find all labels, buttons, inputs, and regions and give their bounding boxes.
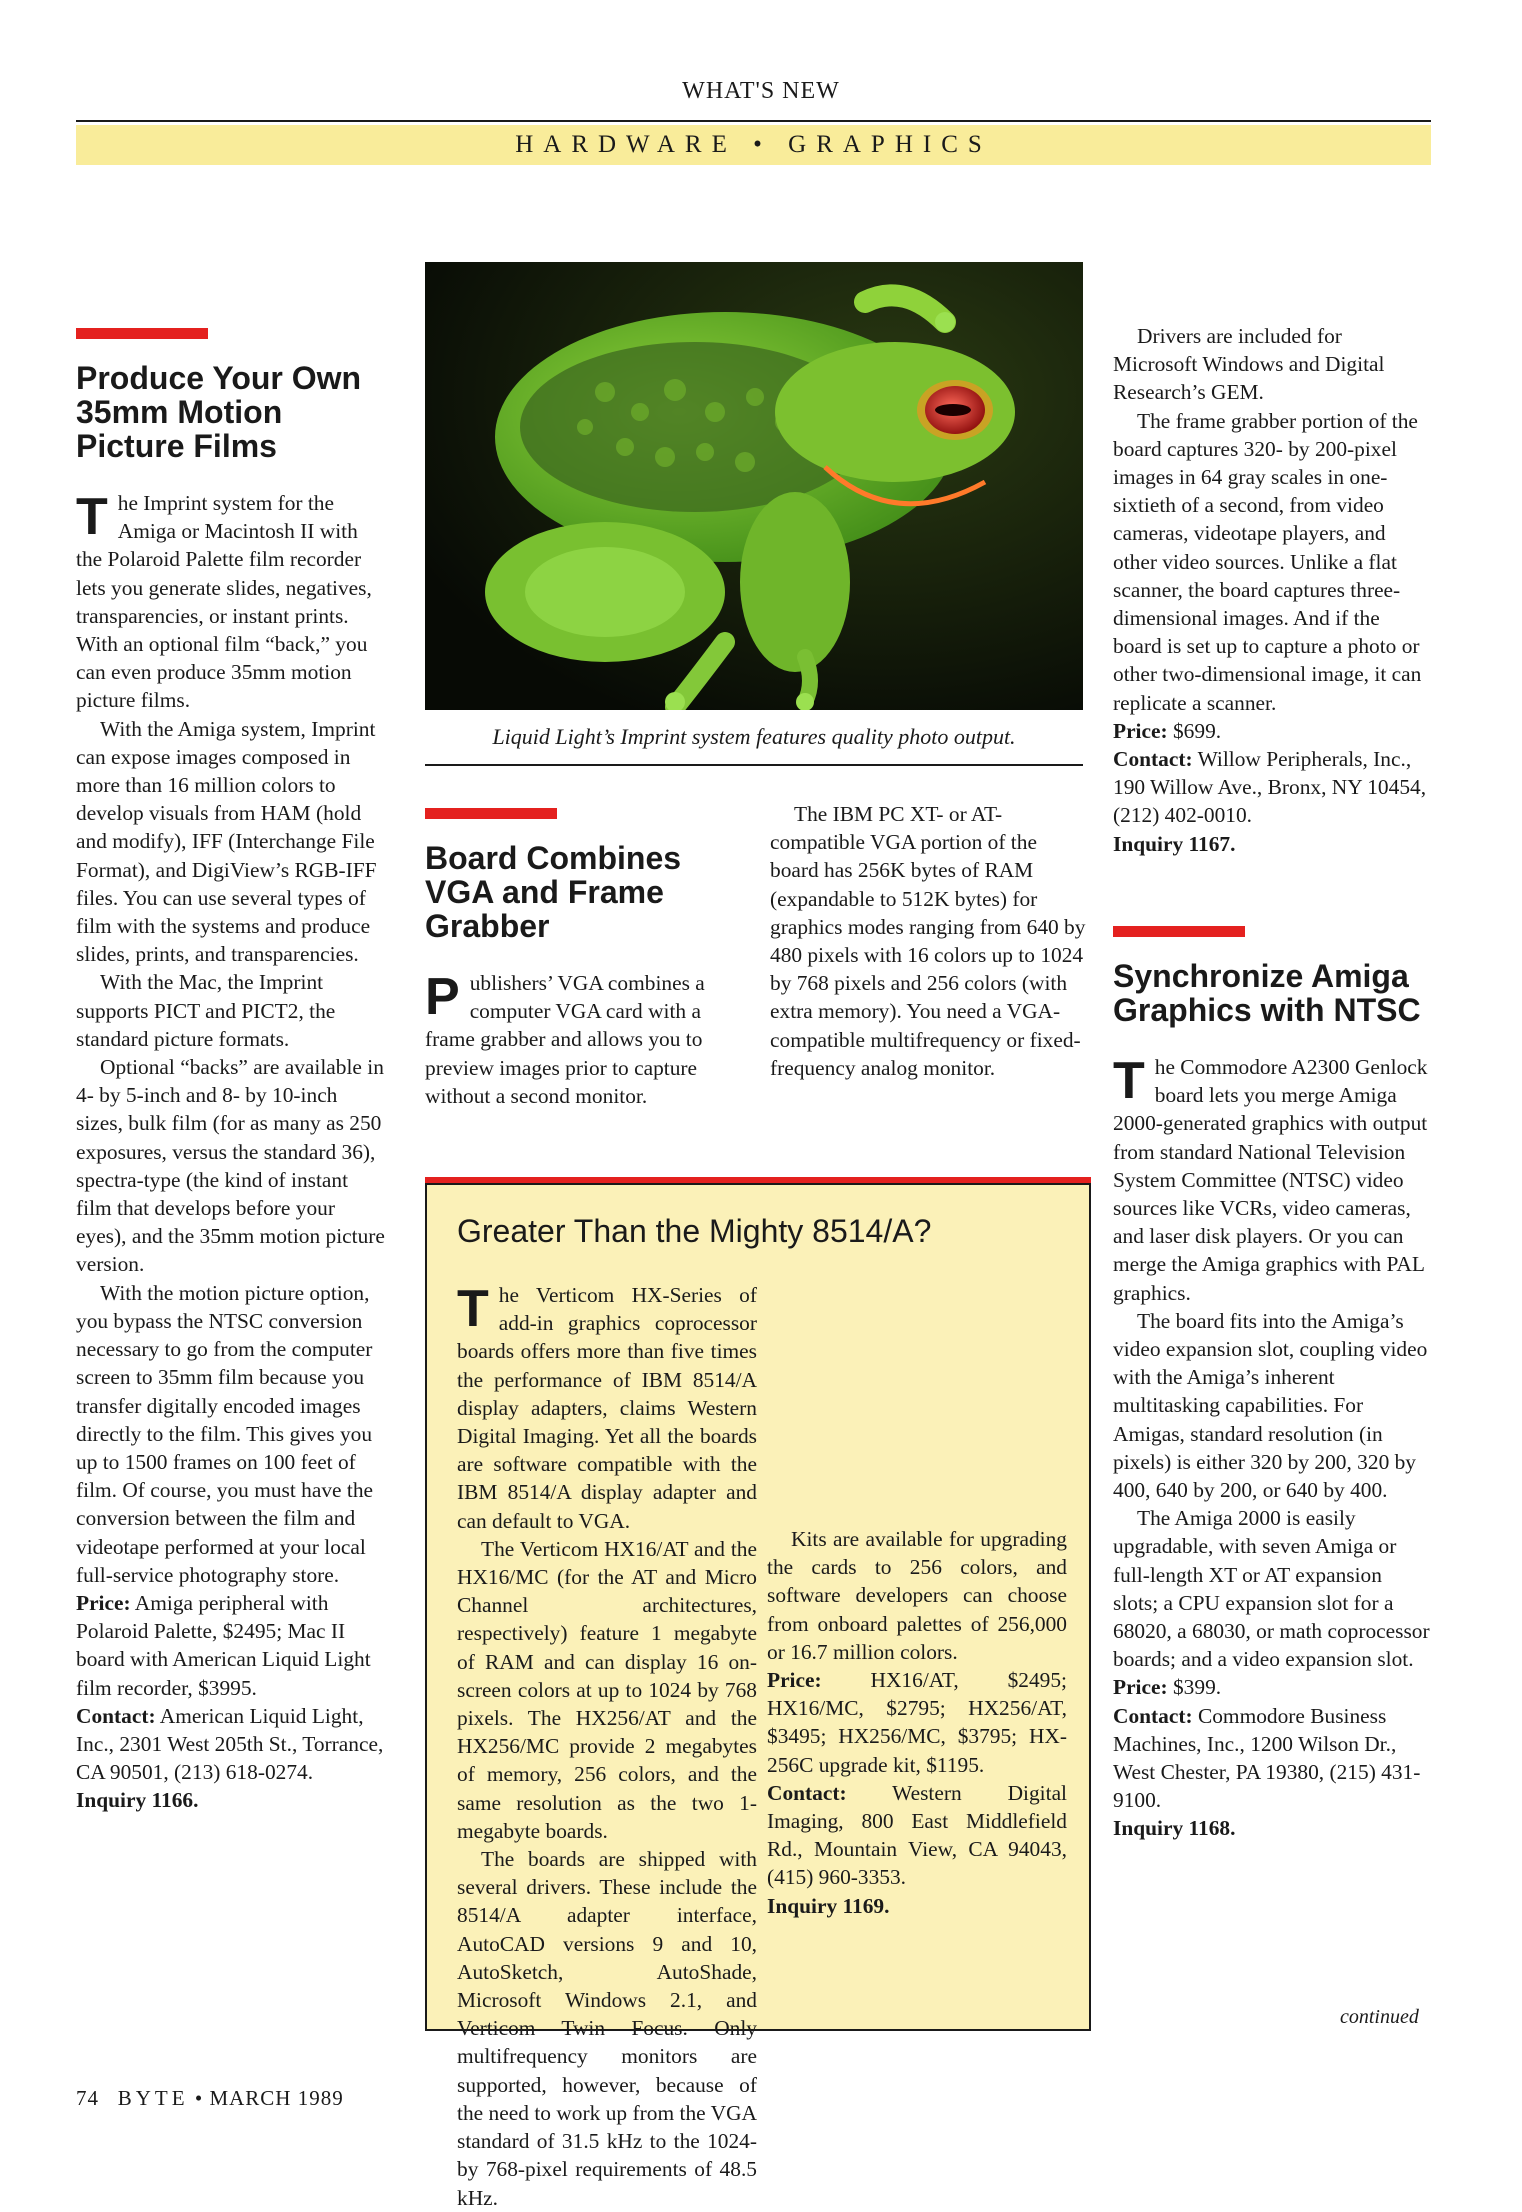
- red-accent-bar: [425, 808, 557, 819]
- price-line: Price: $399.: [1113, 1675, 1222, 1700]
- paragraph: The frame grabber portion of the board captures 320- by 200-pixel images in 64 gray scales in one-sixtieth of a second, from video cameras, videotape players, and other video sources. Unlike a flat scanner, the board captures three-dimensional images. And if the board is set up to capture a photo or other two-dimensional image, it can replicate a scanner.: [1113, 408, 1422, 715]
- headline-vga: Board Combines VGA and Frame Grabber: [425, 840, 682, 944]
- paragraph: The Imprint system for the Amiga or Macintosh II with the Polaroid Palette film recorder lets you generate slides, negatives, transparencies, or instant prints. With an optional film “back,” you can even produce 35mm motion picture films.: [76, 488, 372, 713]
- page-footer: [76, 2086, 344, 2111]
- caption-rule: [425, 764, 1083, 766]
- paragraph: The Verticom HX-Series of add-in graphics coprocessor boards offers more than five times the performance of IBM 8514/A display adapters, claims Western Digital Imaging. Yet all the boards are software compatible with the IBM 8514/A display adapter and can default to VGA.: [457, 1280, 757, 1533]
- sidebar-col2: [767, 1525, 1067, 1920]
- paragraph: The Amiga 2000 is easily upgradable, with seven Amiga or full-length XT or AT expansion slots; a CPU expansion slot for a 68020, a 68030, or math coprocessor boards; and a video expansion slot.: [1113, 1506, 1430, 1672]
- paragraph: The boards are shipped with several drivers. These include the 8514/A adapter interface, AutoCAD versions 9 and 10, AutoSketch, AutoShade, Microsoft Windows 2.1, and Verticom Twin Focus. Only multifrequency monitors are supported, however, because of the need to work up from the VGA standard of 31.5 kHz to the 1024- by 768-pixel requirements of 48.5 kHz.: [457, 1847, 757, 2210]
- photo-caption: Liquid Light’s Imprint system features quality photo output.: [492, 724, 1016, 749]
- body-imprint: [76, 489, 388, 1815]
- footer-separator: •: [194, 2086, 204, 2110]
- paragraph: The IBM PC XT- or AT-compatible VGA portion of the board has 256K bytes of RAM (expandable to 512K bytes) for graphics modes ranging from 640 by 480 pixels with 16 colors up to 1024 by 768 pixels and 256 colors (with extra memory). You need a VGA-compatible multifrequency or fixed-frequency analog monitor.: [770, 802, 1086, 1080]
- inquiry-number: Inquiry 1168.: [1113, 1816, 1236, 1841]
- drop-cap: T: [1113, 1052, 1145, 1110]
- article-genlock: [1113, 926, 1431, 1843]
- sidebar-verticom: [425, 1183, 1091, 2210]
- contact-line: Contact: American Liquid Light, Inc., 2301 West 205th St., Torrance, CA 90501, (213) 618-0274.: [76, 1703, 384, 1785]
- paragraph: The Verticom HX16/AT and the HX16/MC (for the AT and Micro Channel architectures, respectively) feature 1 megabyte of RAM and can display 16 on-screen colors at up to 1024 by 768 pixels. The HX256/AT and the HX256/MC provide 2 megabytes of memory, 256 colors, and the same resolution as the two 1-megabyte boards.: [457, 1536, 757, 1843]
- red-accent-bar: [1113, 926, 1245, 937]
- section-banner: HARDWARE • GRAPHICS: [76, 125, 1431, 165]
- magazine-name: BYTE: [117, 2086, 189, 2110]
- body-vga-col3: [1113, 322, 1431, 858]
- paragraph: Kits are available for upgrading the cards to 256 colors, and software developers can choose from onboard palettes of 256,000 or 16.7 million colors.: [767, 1527, 1067, 1664]
- drop-cap: T: [76, 488, 108, 546]
- header-rule: [76, 120, 1431, 122]
- frog-illustration: [425, 262, 1083, 710]
- contact-line: Contact: Commodore Business Machines, Inc., 1200 Wilson Dr., West Chester, PA 19380, (215) 431-9100.: [1113, 1703, 1421, 1813]
- paragraph: The board fits into the Amiga’s video expansion slot, coupling video with the Amiga’s inherent multitasking capabilities. For Amigas, standard resolution (in pixels) is either 320 by 200, 320 by 400, 640 by 200, or 640 by 400.: [1113, 1308, 1428, 1503]
- price-line: Price: Amiga peripheral with Polaroid Palette, $2495; Mac II board with American Liquid Light film recorder, $3995.: [76, 1590, 371, 1700]
- article-imprint: [76, 328, 388, 1815]
- red-accent-bar: [76, 328, 208, 339]
- page-number: 74: [76, 2086, 99, 2110]
- paragraph: Optional “backs” are available in 4- by 5-inch and 8- by 10-inch sizes, bulk film (for as many as 250 exposures, versus the standard 36), spectra-type (the kind of instant film that develops before your eyes), and the 35mm motion picture version.: [76, 1055, 385, 1277]
- frog-photo: [425, 262, 1083, 710]
- headline-imprint: Produce Your Own 35mm Motion Picture Films: [76, 360, 362, 464]
- body-vga-col2: [770, 800, 1088, 1082]
- paragraph: With the motion picture option, you bypass the NTSC conversion necessary to go from the computer screen to 35mm film because you transfer digitally encoded images directly to the film. This gives you up to 1500 frames on 100 feet of film. Of course, you must have the conversion between the film and videotape performed at your local full-service photography store.: [76, 1280, 374, 1587]
- section-label: WHAT'S NEW: [682, 78, 840, 104]
- inquiry-number: Inquiry 1167.: [1113, 831, 1236, 856]
- drop-cap: P: [425, 968, 460, 1026]
- paragraph: Publishers’ VGA combines a computer VGA card with a frame grabber and allows you to preview images prior to capture without a second monitor.: [425, 968, 705, 1108]
- paragraph: Drivers are included for Microsoft Windows and Digital Research’s GEM.: [1113, 324, 1385, 405]
- drop-cap: T: [457, 1280, 489, 1338]
- inquiry-number: Inquiry 1169.: [767, 1893, 890, 1918]
- paragraph: The Commodore A2300 Genlock board lets you merge Amiga 2000-generated graphics with output from standard National Television System Committee (NTSC) video sources like VCRs, video cameras, and laser disk players. Or you can merge the Amiga graphics with PAL graphics.: [1113, 1052, 1428, 1305]
- price-line: Price: HX16/AT, $2495; HX16/MC, $2795; HX256/AT, $3495; HX256/MC, $3795; HX-256C upgrade kit, $1195.: [767, 1668, 1067, 1777]
- price-line: Price: $699.: [1113, 718, 1222, 743]
- paragraph: With the Amiga system, Imprint can expose images composed in more than 16 million colors to develop visuals from HAM (hold and modify), IFF (Interchange File Format), and DigiView’s RGB-IFF files. You can use several types of film with the systems and produce slides, prints, and transparencies.: [76, 716, 377, 967]
- article-vga: [425, 808, 743, 1110]
- sidebar-col1: [457, 1281, 757, 2212]
- headline-genlock: Synchronize Amiga Graphics with NTSC: [1113, 958, 1421, 1028]
- body-vga-col1: [425, 969, 743, 1110]
- continued-note: continued: [1340, 2006, 1419, 2028]
- contact-line: Contact: Willow Peripherals, Inc., 190 Willow Ave., Bronx, NY 10454, (212) 402-0010.: [1113, 747, 1427, 828]
- issue-date: MARCH 1989: [209, 2086, 344, 2110]
- inquiry-number: Inquiry 1166.: [76, 1788, 199, 1813]
- body-genlock: [1113, 1053, 1431, 1843]
- sidebar-title: Greater Than the Mighty 8514/A?: [457, 1213, 932, 1249]
- contact-line: Contact: Western Digital Imaging, 800 East Middlefield Rd., Mountain View, CA 94043, (415) 960-3353.: [767, 1780, 1068, 1890]
- paragraph: With the Mac, the Imprint supports PICT and PICT2, the standard picture formats.: [76, 970, 336, 1051]
